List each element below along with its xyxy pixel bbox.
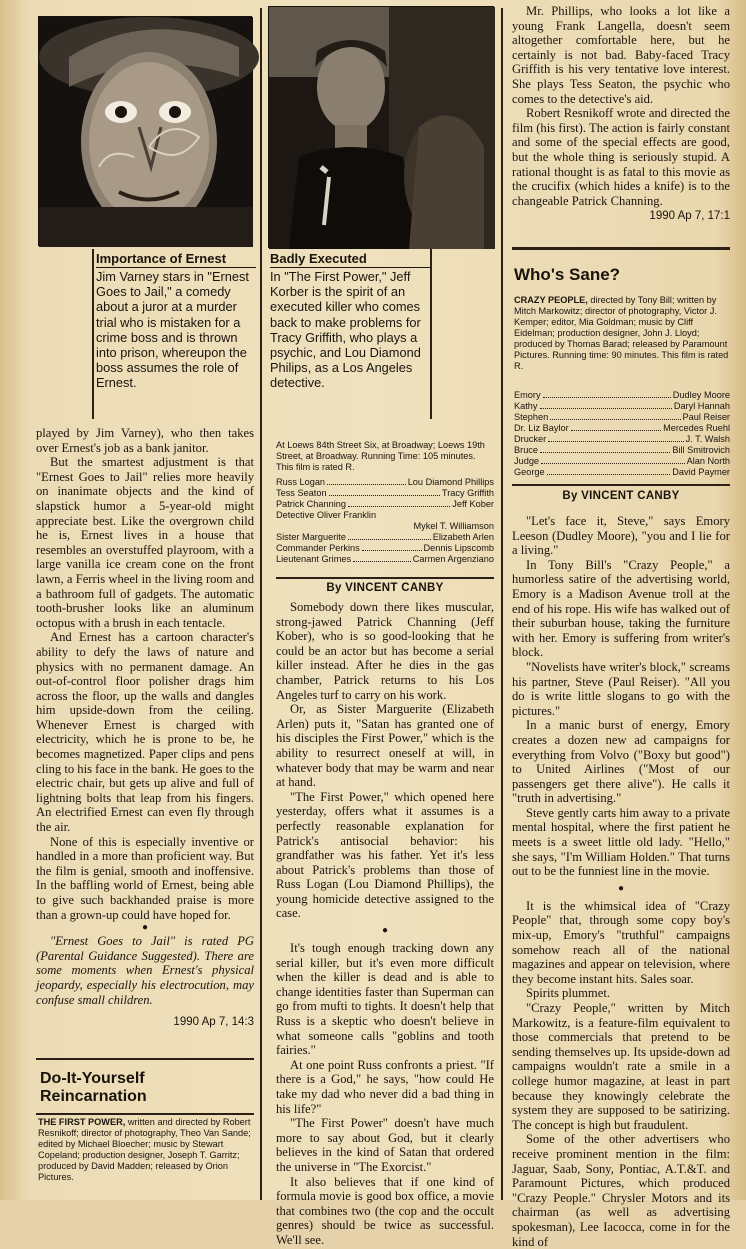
- cast-role: Russ Logan: [276, 477, 326, 487]
- cast-role: Drucker: [514, 434, 547, 444]
- cast-actor: J. T. Walsh: [685, 434, 730, 444]
- cast-row: [276, 499, 494, 510]
- cast-role: George: [514, 467, 545, 477]
- cast-actor: Mykel T. Williamson: [413, 521, 494, 531]
- cast-actor: Lou Diamond Phillips: [407, 477, 494, 487]
- first-power-review: [276, 600, 494, 1247]
- cast-role: Emory: [514, 390, 541, 400]
- headline-rule-bottom: [36, 1113, 254, 1115]
- crazy-headline-rule-top: [512, 247, 730, 250]
- crazy-credits-film: CRAZY PEOPLE,: [514, 295, 588, 305]
- first-power-headline: Do-It-Yourself Reincarnation: [40, 1070, 147, 1105]
- first-power-continued: [512, 4, 730, 208]
- continued-para-2: Robert Resnikoff wrote and directed the film (his first). The action is fairly constant and some of the special effects are good, but the whole thing is seriously stupid. A rational thought is as fatal to this movie as the crucifix (which hides a knife) is to the changeable Patrick Channing.: [512, 106, 730, 208]
- ernest-para-3: And Ernest has a cartoon character's ability to defy the laws of nature and physics with no permanent damage. An out-of-control floor polisher drags him across the floor, up the walls and dangles him upside-down from the ceiling. Whenever Ernest is charged with electricity, which he is prone to be, he becomes magnetized. Paper clips and pens cling to his face in the bank. He goes to the electric chair, but gets up alive and full of lightning bolts that leap from his fingers. An electrified Ernest can even fly through the air.: [36, 630, 254, 835]
- section-bullet: ●: [381, 925, 389, 937]
- crazy-para-6: It is the whimsical idea of "Crazy People" that, through some copy boy's mix-up, Emory's "truthful" campaigns somehow reach all of the national magazines and appear on television, where they become instant hits. Sales soar.: [512, 898, 730, 986]
- cast-actor: Jeff Kober: [452, 499, 494, 509]
- cast-role: Judge: [514, 456, 540, 466]
- cast-actor: Elizabeth Arlen: [432, 532, 494, 542]
- crazy-para-8: "Crazy People," written by Mitch Markowitz, is a feature-film equivalent to those commercials that pretend to be sending themselves up. Its upside-down ad campaigns wouldn't rate a smile in a college humor magazine, at least in part because they knowingly celebrate the system they are supposed to be satirizing. The concept is high but fraudulent.: [512, 1001, 730, 1132]
- crazy-people-headline: Who's Sane?: [514, 265, 621, 284]
- caption-ernest-title: Importance of Ernest: [96, 251, 256, 268]
- cast-row: [276, 543, 494, 554]
- caption-ernest-text: Jim Varney stars in "Ernest Goes to Jail," a comedy about a juror at a murder trial who is mistaken for a crime boss and is thrown into prison, whereupon the boss assumes the role of Ernest.: [96, 269, 249, 391]
- caption-ernest-rule: [92, 249, 94, 419]
- first-power-para-2: Or, as Sister Marguerite (Elizabeth Arlen) puts it, "Satan has granted one of his disciples the First Power," which is the ability to resurrect oneself at will, in whatever body that may be warm and near at hand.: [276, 702, 494, 790]
- ernest-photo-image: [39, 17, 253, 247]
- crazy-para-3: "Novelists have writer's block," screams his partner, Steve (Paul Reiser). "All you do is write little slogans to go with the pictures.": [512, 659, 730, 718]
- cast-role: Kathy: [514, 401, 538, 411]
- cast-role: Detective Oliver Franklin: [276, 510, 377, 520]
- first-power-para-1: Somebody down there likes muscular, strong-jawed Patrick Channing (Jeff Kober), who is so good-looking that he could be an actor but has become a serial killer instead. After he dies in the gas chamber, Patrick returns to his Los Angeles turf to carry on his work.: [276, 600, 494, 702]
- crazy-byline-rule: [512, 484, 730, 486]
- cast-actor: Paul Reiser: [682, 412, 730, 422]
- first-power-credits-film: THE FIRST POWER,: [38, 1117, 126, 1127]
- cast-role: Lieutenant Grimes: [276, 554, 352, 564]
- cast-role: Dr. Liz Baylor: [514, 423, 569, 433]
- cast-actor: Alan North: [686, 456, 730, 466]
- crazy-people-cast: [514, 390, 730, 482]
- caption-first-power-text: In "The First Power," Jeff Korber is the spirit of an executed killer who comes back to make problems for Tracy Griffith, who plays a psychic, and Lou Diamond Philips, as a Los Angeles detective.: [270, 269, 421, 391]
- cast-row: [276, 532, 494, 543]
- cast-row: [276, 488, 494, 499]
- first-power-cast: [276, 477, 494, 565]
- caption-first-power-title: Badly Executed: [270, 251, 430, 268]
- cast-actor: Bill Smitrovich: [672, 445, 730, 455]
- cast-role: Bruce: [514, 445, 539, 455]
- first-power-para-5: At one point Russ confronts a priest. "If there is a God," he says, "how could He take my dad who never did a bad thing in his life?": [276, 1057, 494, 1116]
- crazy-credits-text: directed by Tony Bill; written by Mitch Markowitz; director of photography, Victor J. Kemper; editor, Mia Goldman; music by Cliff Eidelman; production designer, John J. Lloyd; produced by Thomas Barad; released by Paramount Pictures. Running time: 90 minutes. This film is rated R.: [514, 295, 729, 371]
- first-power-photo-image: [269, 7, 495, 249]
- cast-actor: David Paymer: [672, 467, 730, 477]
- cast-row: [514, 401, 730, 412]
- first-power-info: [276, 440, 494, 572]
- first-power-credits-text: written and directed by Robert Resnikoff; director of photography, Theo Van Sande; edited by Michael Bloecher; music by Stewart Copeland; production designer, Joseph T. Garritz; produced by David Madden; released by Orion Pictures.: [38, 1117, 251, 1182]
- cast-row: [276, 477, 494, 488]
- ernest-review: [36, 426, 254, 1041]
- first-power-para-4: It's tough enough tracking down any serial killer, but it's even more difficult when the killer is dead and is able to change identities faster than Superman can go from mufti to tights. It doesn't help that Russ is a skeptic who doesn't believe in what someone calls "goblins and tooth fairies.": [276, 941, 494, 1058]
- cast-actor: Daryl Hannah: [673, 401, 730, 411]
- ernest-para-2: But the smartest adjustment is that "Ernest Goes to Jail" relies more heavily on inanimate objects and the kind of slapstick humor a 5-year-old might appreciate best. Like the overgrown child he is, Ernest lives in a house that resembles an overstuffed playroom, with a large vanilla ice cream cone on the front lawn, a Ferris wheel in the living room and a bathroom full of gadgets. The automatic tooth-brusher looks like an aluminum octopus with a brush in each tentacle.: [36, 455, 254, 630]
- crazy-people-credits: [514, 295, 730, 383]
- cast-row: [514, 445, 730, 456]
- cast-actor: Carmen Argenziano: [412, 554, 494, 564]
- cast-role: Tess Seaton: [276, 488, 327, 498]
- photo-first-power: [268, 6, 494, 248]
- caption-first-power-rule: [430, 249, 432, 419]
- first-power-byline: By VINCENT CANBY: [326, 582, 444, 594]
- crazy-para-5: Steve gently carts him away to a private mental hospital, where the first patient he meets is a sweet little old lady. "Hello," she says, "I'm William Holden." That turns out to be the funniest line in the movie.: [512, 805, 730, 879]
- cast-row: [276, 521, 494, 532]
- cast-row: [514, 423, 730, 434]
- cast-role: Patrick Channing: [276, 499, 346, 509]
- cast-role: Stephen: [514, 412, 549, 422]
- cast-row: [276, 554, 494, 565]
- first-power-para-6: "The First Power" doesn't have much more to say about God, but it clearly believes in the kind of Satan that ordered the universe in "The Exorcist.": [276, 1116, 494, 1174]
- ernest-para-1: played by Jim Varney), who then takes over Ernest's job as a bank janitor.: [36, 426, 254, 455]
- crazy-para-2: In Tony Bill's "Crazy People," a humorless satire of the advertising world, Emory is a Madison Avenue troll at the end of his rope. His wife has walked out of their suburban house, taking the furniture with her. Emory is suffering from writer's block.: [512, 557, 730, 660]
- first-power-para-7: It also believes that if one kind of formula movie is good box office, a movie that combines two (the cop and the occult genres) should be twice as successful. We'll see.: [276, 1174, 494, 1247]
- caption-ernest: [96, 251, 256, 419]
- crazy-people-review: [512, 514, 730, 1249]
- cast-row: [514, 390, 730, 401]
- crazy-people-byline: By VINCENT CANBY: [562, 490, 680, 502]
- crazy-para-9: Some of the other advertisers who receive prominent mention in the film: Jaguar, Saab, Sony, Pontiac, A.T.&T. and Paramount Pictures, which produced "Crazy People." Chrysler Motors and its chairman (as well as advertising spokesman), Lee Iacocca, come in for the kind of: [512, 1132, 730, 1249]
- first-power-theater: At Loews 84th Street Six, at Broadway; Loews 19th Street, at Broadway. Running Time: 105 minutes. This film is rated R.: [276, 440, 485, 472]
- byline-rule: [276, 577, 494, 579]
- cast-row: [514, 412, 730, 423]
- first-power-para-3: "The First Power," which opened here yesterday, offers what it assumes is a perfectly reasonable explanation for Patrick's antisocial behavior: his grandfather was his father. Yet it's less about Patrick's problems than those of Russ Logan (Lou Diamond Phillips), the young homicide detective assigned to the case.: [276, 789, 494, 921]
- section-bullet: ●: [141, 922, 149, 934]
- headline-rule-top: [36, 1058, 254, 1060]
- cast-row: [276, 510, 494, 521]
- cast-actor: Mercedes Ruehl: [663, 423, 730, 433]
- crazy-para-1: "Let's face it, Steve," says Emory Leeson (Dudley Moore), "you and I lie for a living.": [512, 514, 730, 558]
- crazy-para-7: Spirits plummet.: [526, 986, 610, 1001]
- cast-row: [514, 456, 730, 467]
- crazy-para-4: In a manic burst of energy, Emory creates a dozen new ad campaigns for everything from Volvo ("Boxy but good") to United Airlines ("Most of our passengers get there alive"). He calls it "truth in advertising.": [512, 718, 730, 806]
- ernest-dateline: 1990 Ap 7, 14:3: [173, 1016, 254, 1029]
- cast-role: Commander Perkins: [276, 543, 360, 553]
- column-rule-2: [501, 8, 503, 1200]
- continued-para-1: Mr. Phillips, who looks a lot like a young Frank Langella, doesn't seem altogether comfortable here, but he certainly is not bad. Baby-faced Tracy Griffith is his very tentative love interest. She plays Tess Seaton, the psychic who comes to the detective's aid.: [512, 4, 730, 106]
- cast-row: [514, 467, 730, 478]
- cast-role: Sister Marguerite: [276, 532, 346, 542]
- first-power-credits: [38, 1117, 254, 1200]
- continued-dateline: 1990 Ap 7, 17:1: [649, 210, 730, 222]
- ernest-rating-note: "Ernest Goes to Jail" is rated PG (Parental Guidance Suggested). There are some moments when Ernest's physical jeopardy, especially his electrocution, may confuse small children.: [36, 934, 254, 1007]
- cast-actor: Dennis Lipscomb: [423, 543, 494, 553]
- section-bullet: ●: [617, 882, 625, 894]
- column-rule-1: [260, 8, 262, 1200]
- caption-first-power: [270, 251, 430, 419]
- photo-ernest: [38, 16, 252, 246]
- cast-actor: Tracy Griffith: [441, 488, 494, 498]
- cast-actor: Dudley Moore: [672, 390, 730, 400]
- cast-row: [514, 434, 730, 445]
- ernest-para-4: None of this is especially inventive or handled in a more than proficient way. But the film is genial, smooth and inoffensive. In the baffling world of Ernest, being able to give such backhanded praise is more than a grown-up could have hoped for.: [36, 834, 254, 922]
